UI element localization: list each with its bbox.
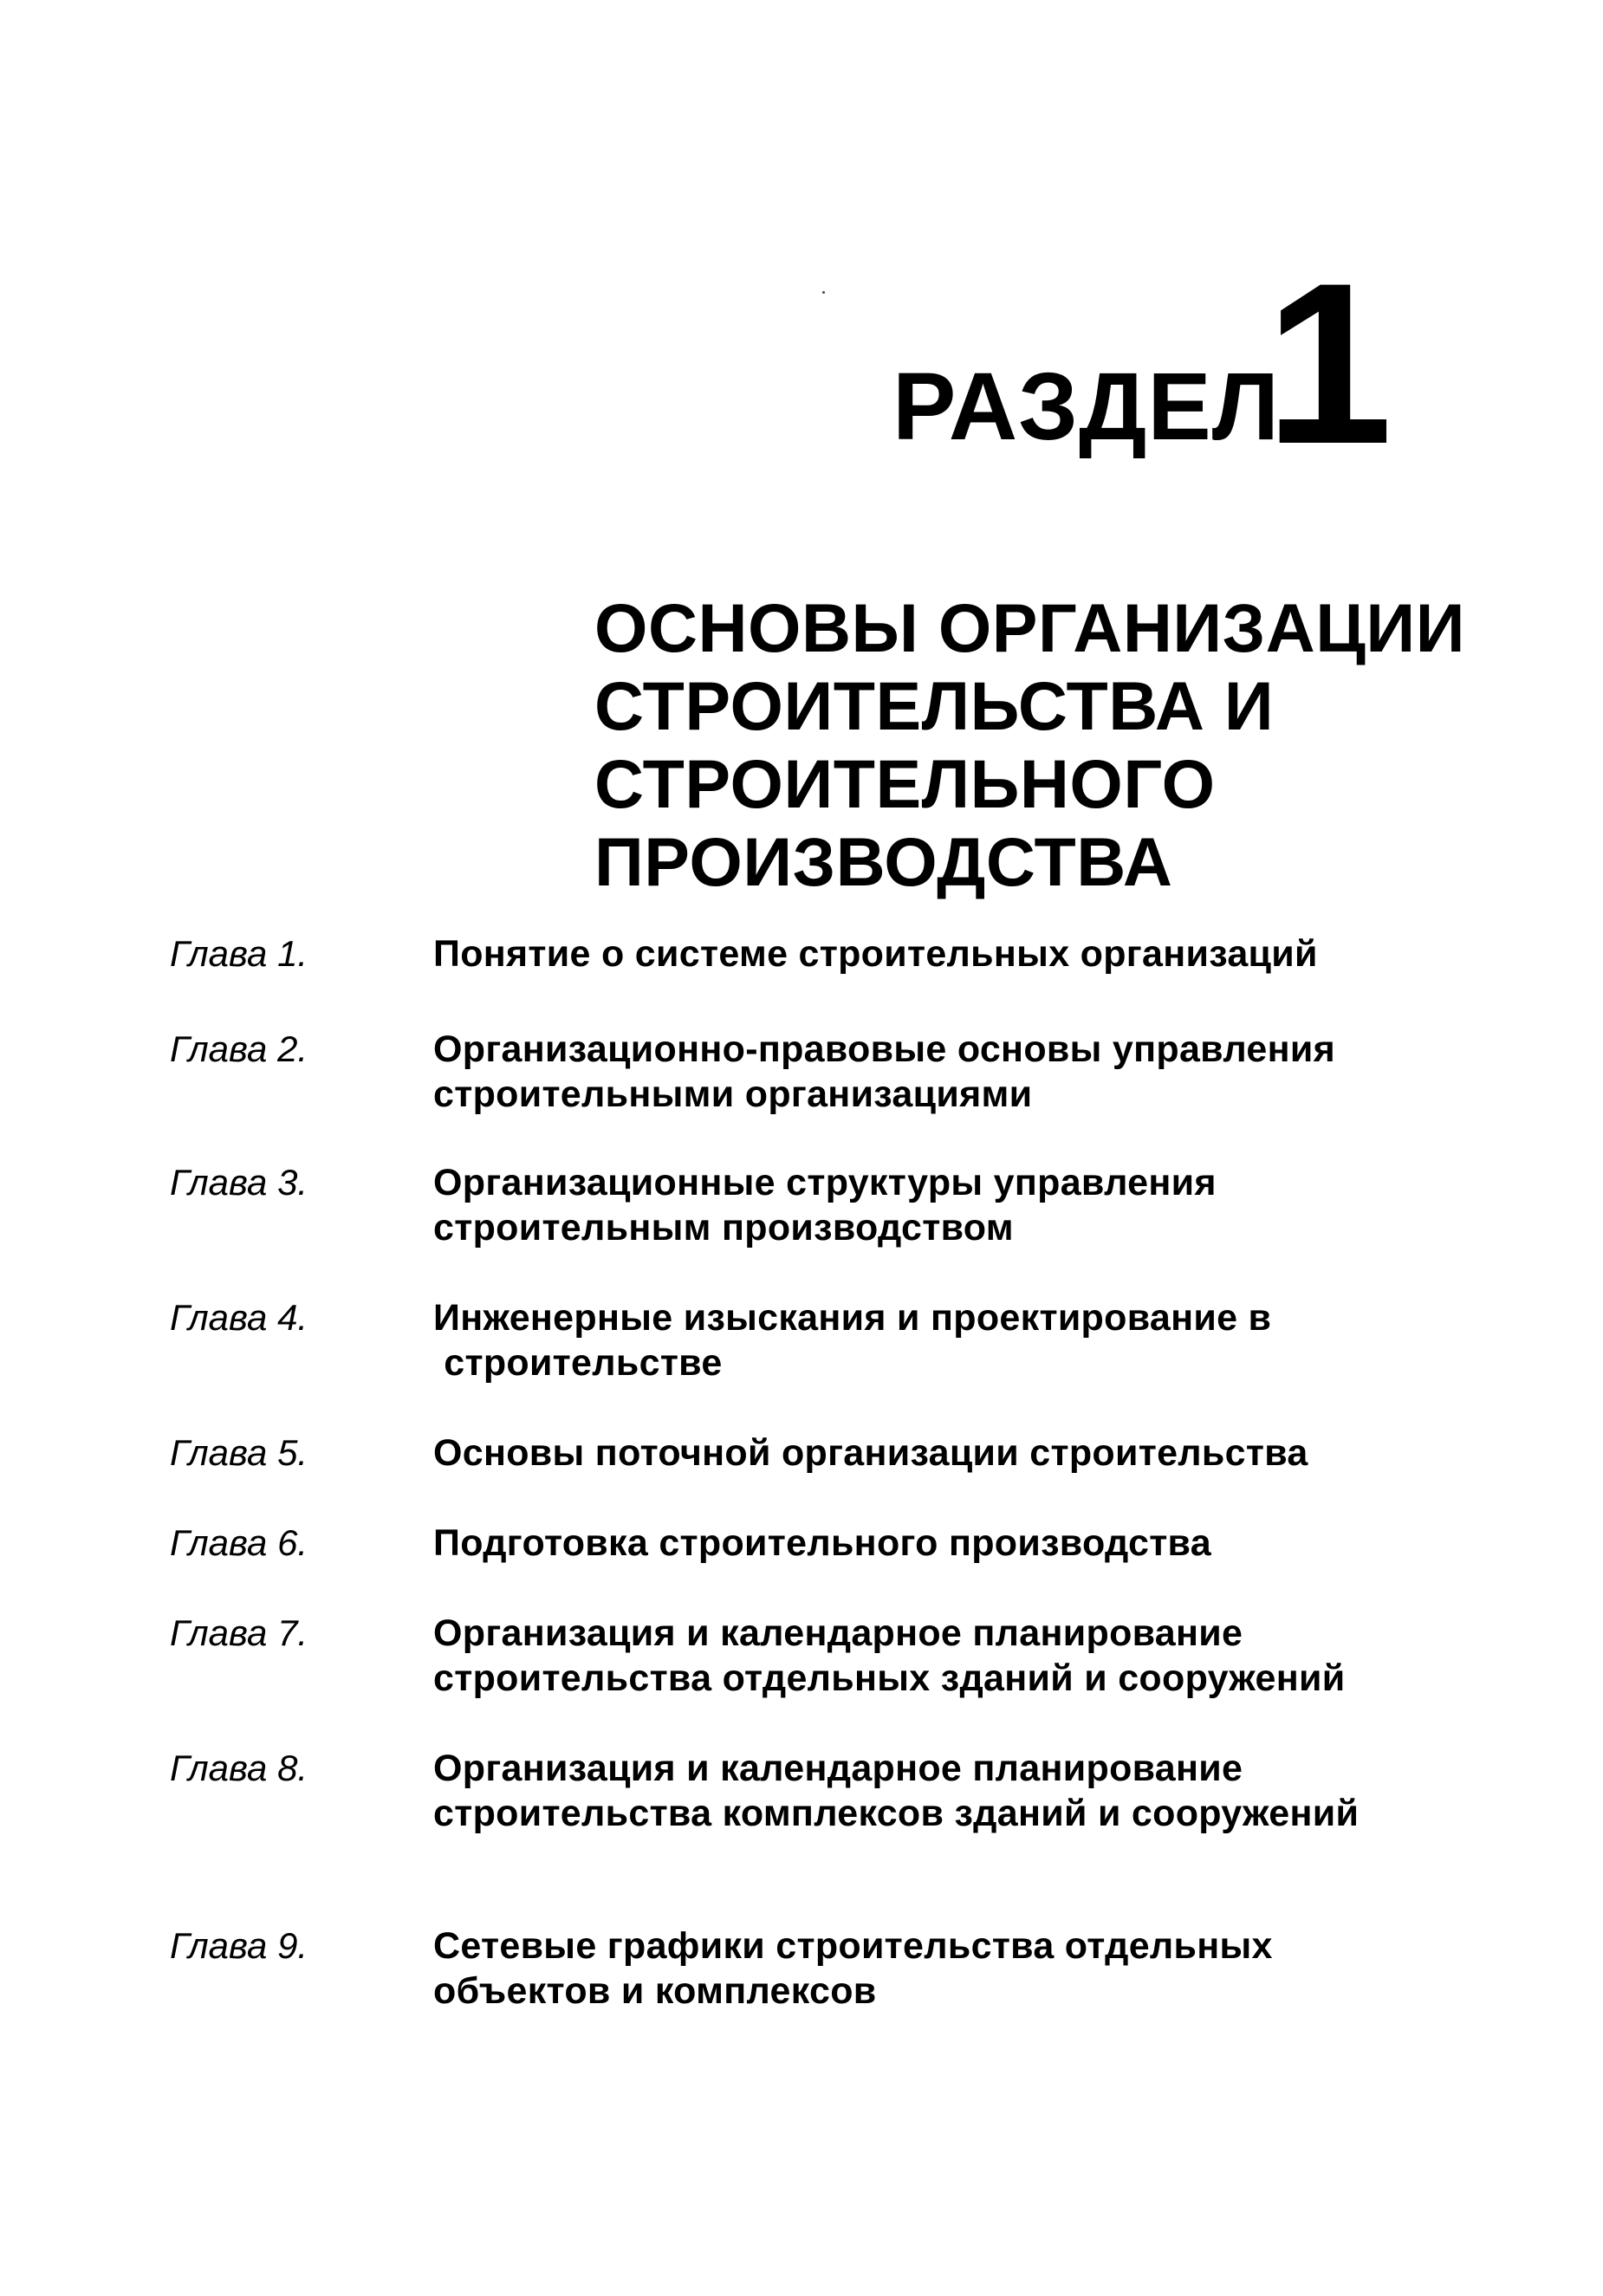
chapter-title — [433, 1923, 1447, 2014]
chapter-title-line: Сетевые графики строительства отдельных — [433, 1925, 1273, 1967]
chapter-title-line: Подготовка строительного производства — [433, 1522, 1211, 1564]
chapter-title — [433, 1611, 1447, 1701]
section-title-line: ПРОИЗВОДСТВА — [594, 823, 1173, 900]
section-title-line: СТРОИТЕЛЬНОГО — [594, 745, 1216, 822]
section-number: 1 — [1265, 236, 1393, 492]
chapter-label: Глава 6. — [170, 1522, 308, 1563]
chapter-title-line: строительства отдельных зданий и сооружений — [433, 1657, 1346, 1699]
chapter-title-line: строительстве — [433, 1342, 723, 1384]
chapter-title-line: Организационные структуры управления — [433, 1162, 1217, 1203]
section-word: РАЗДЕЛ — [892, 353, 1280, 460]
chapter-title — [433, 1521, 1447, 1566]
chapter-label: Глава 9. — [170, 1925, 308, 1966]
chapter-title-line: Понятие о системе строительных организаций — [433, 933, 1318, 975]
section-title-line: ОСНОВЫ ОРГАНИЗАЦИИ — [594, 589, 1465, 666]
chapter-title-line: строительства комплексов зданий и сооружений — [433, 1793, 1360, 1834]
chapter-title — [433, 1746, 1447, 1836]
chapter-label: Глава 2. — [170, 1028, 308, 1069]
chapter-title-line: объектов и комплексов — [433, 1970, 877, 2012]
chapter-title-line: строительными организациями — [433, 1073, 1033, 1115]
chapter-title-line: строительным производством — [433, 1207, 1014, 1249]
chapter-title-line: Организация и календарное планирование — [433, 1748, 1243, 1789]
chapter-title — [433, 1430, 1447, 1476]
chapter-title-line: Инженерные изыскания и проектирование в — [433, 1297, 1272, 1339]
section-title-line: СТРОИТЕЛЬСТВА И — [594, 667, 1275, 744]
chapter-label: Глава 8. — [170, 1748, 308, 1788]
chapter-title — [433, 1027, 1447, 1117]
chapter-title-line: Организация и календарное планирование — [433, 1612, 1243, 1654]
chapter-title-line: Основы поточной организации строительства — [433, 1432, 1308, 1474]
chapter-label: Глава 7. — [170, 1612, 308, 1653]
chapter-title — [433, 1160, 1447, 1250]
chapter-label: Глава 5. — [170, 1432, 308, 1473]
chapter-title-line: Организационно-правовые основы управления — [433, 1028, 1335, 1070]
chapter-title — [433, 931, 1447, 976]
chapter-title — [433, 1295, 1447, 1385]
chapter-label: Глава 1. — [170, 933, 308, 974]
chapter-label: Глава 3. — [170, 1162, 308, 1203]
chapter-label: Глава 4. — [170, 1297, 308, 1338]
